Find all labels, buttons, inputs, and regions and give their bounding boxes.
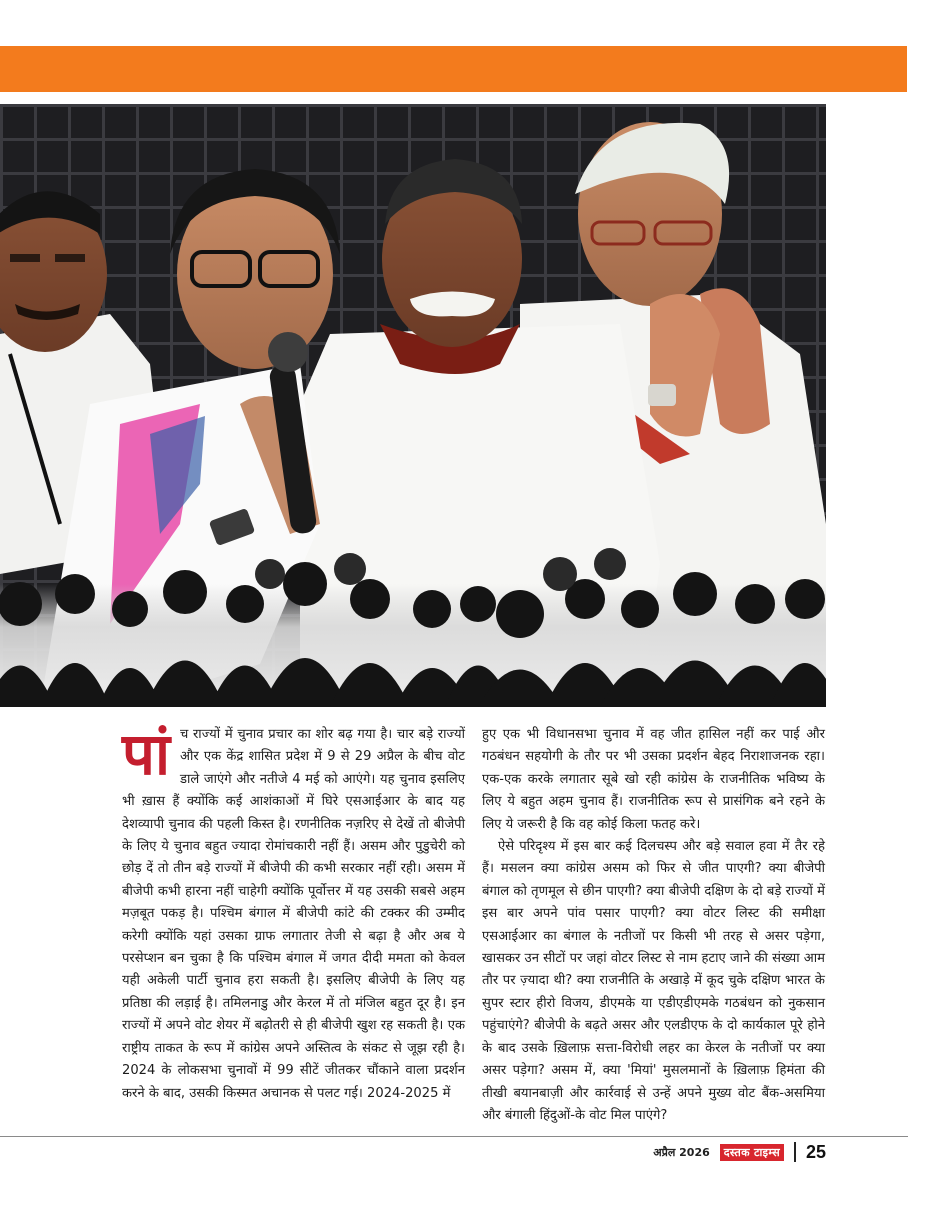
article-body <box>122 720 825 1124</box>
dropcap: पां <box>122 720 170 788</box>
footer-divider <box>0 1136 908 1137</box>
page-number: 25 <box>805 1141 826 1162</box>
article-paragraph-3: ऐसे परिदृश्य में इस बार कई दिलचस्प और बड़े सवाल हवा में तैर रहे हैं। मसलन क्या कांग्रेस असम को फिर से जीत पाएगी? क्या बीजेपी बंगाल को तृणमूल से छीन पाएगी? क्या बीजेपी दक्षिण के दो बड़े राज्यों में इस बार अपने पांव पसार पाएगी? क्या वोटर लिस्ट की समीक्षा एसआईआर का बंगाल के नतीजों पर किसी भी तरह से असर पड़ेगा, खासकर उन सीटों पर जहां वोटर लिस्ट से नाम हटाए जाने की संख्या आम तौर पर ज़्यादा थी? क्या राजनीति के अखाड़े में कूद चुके दक्षिण भारत के सुपर स्टार हीरो विजय, डीएमके या एडीएडीएमके गठबंधन को नुकसान पहुंचाएंगे? बीजेपी के बढ़ते असर और एलडीएफ के दो कार्यकाल पूरे होने के बाद उसके ख़िलाफ़ सत्ता-विरोधी लहर का केरल के नतीजों पर क्या असर पड़ेगा? असम में, क्या 'मियां' मुसलमानों के ख़िलाफ़ हिमंता की तीखी बयानबाज़ी और कार्रवाई से उन्हें अपने मुख्य वोट बैंक-असमिया और बंगाली हिंदुओं-के वोट मिल पाएंगे? <box>482 839 825 1123</box>
article-paragraph-1 <box>122 720 465 1105</box>
magazine-logo: दस्तक टाइम्स <box>720 1144 784 1161</box>
article-left-column <box>122 720 465 1105</box>
issue-date: अप्रैल 2026 <box>653 1145 710 1159</box>
article-right-column <box>482 724 825 1127</box>
article-paragraph-2: हुए एक भी विधानसभा चुनाव में वह जीत हासिल नहीं कर पाई और गठबंधन सहयोगी के तौर पर भी उसका प्रदर्शन बेहद निराशाजनक रहा। एक-एक करके लगातार सूबे खो रही कांग्रेस के राजनीतिक भविष्य के लिए ये बहुत अहम चुनाव हैं। राजनीतिक रूप से प्रासंगिक बने रहने के लिए ये जरूरी है कि वह कोई किला फतह करे। <box>482 727 825 832</box>
article-paragraph-1-text: च राज्यों में चुनाव प्रचार का शोर बढ़ गया है। चार बड़े राज्यों और एक केंद्र शासित प्रदेश में 9 से 29 अप्रैल के बीच वोट डाले जाएंगे और नतीजे 4 मई को आएंगे। यह चुनाव इसलिए भी ख़ास हैं क्योंकि कई आशंकाओं में घिरे एसआईआर के बाद यह देशव्यापी चुनाव की पहली किस्त है। रणनीतिक नज़रिए से देखें तो बीजेपी के लिए ये चुनाव बहुत ज्यादा रोमांचकारी नहीं हैं। असम और पुडुचेरी को छोड़ दें तो तीन बड़े राज्यों में बीजेपी की कभी सरकार नहीं रही। असम में बीजेपी कभी हारना नहीं चाहेगी क्योंकि पूर्वोत्तर में यह उसकी सबसे अहम मज़बूत पकड़ है। पश्चिम बंगाल में बीजेपी कांटे की टक्कर की उम्मीद करेगी क्योंकि यहां उसका ग्राफ लगातार तेजी से बढ़ा है और अब ये परसेप्शन बन चुका है कि पश्चिम बंगाल में जगत दीदी ममता को केवल यही अकेली पार्टी चुनाव हरा सकती है। इसलिए बीजेपी के लिए यह प्रतिष्ठा की लड़ाई है। तमिलनाडु और केरल में तो मंजिल बहुत दूर है। इन राज्यों में अपने वोट शेयर में बढ़ोतरी से ही बीजेपी खुश रह सकती है। एक राष्ट्रीय ताकत के रूप में कांग्रेस अपने अस्तित्व के संकट से जूझ रही है। 2024 के लोकसभा चुनावों में 99 सीटें जीतकर चौंकाने वाला प्रदर्शन करने के बाद, उसकी किस्मत अचानक से पलट गई। 2024-2025 में <box>122 727 465 1101</box>
orange-header-band <box>0 46 907 92</box>
page-footer <box>653 1141 826 1163</box>
political-leaders-photo <box>0 104 826 707</box>
footer-separator <box>794 1142 796 1162</box>
